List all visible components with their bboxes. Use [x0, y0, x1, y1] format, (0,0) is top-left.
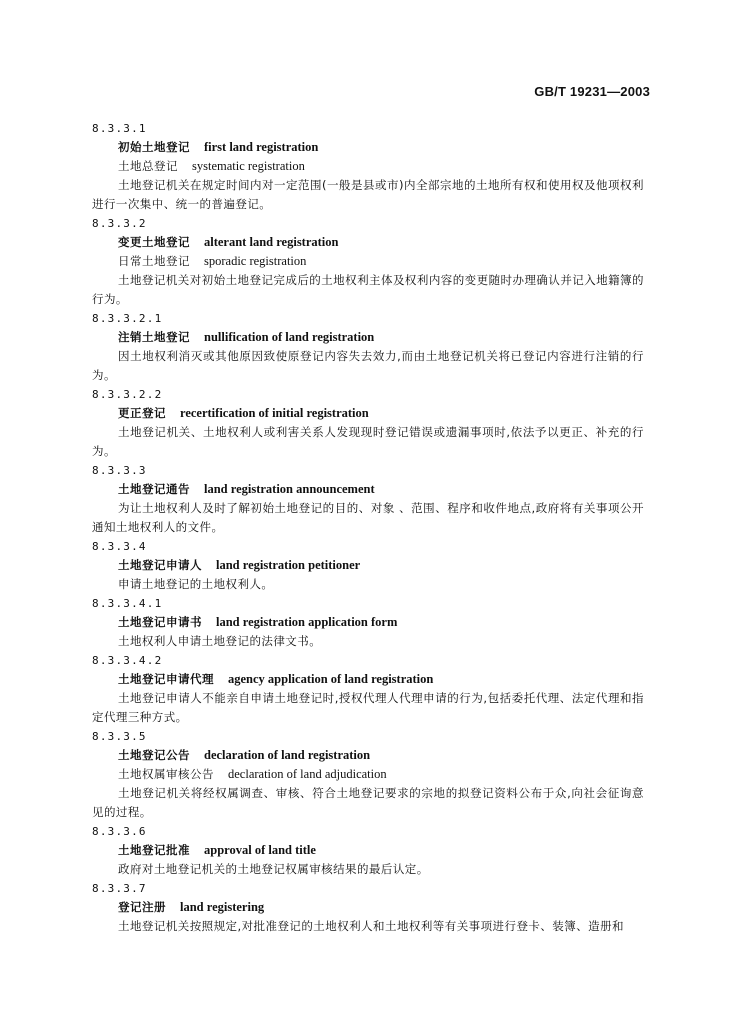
term-entry [92, 594, 644, 651]
term-chinese: 登记注册 [118, 900, 166, 914]
term-line [92, 404, 644, 423]
synonym-english: declaration of land adjudication [228, 767, 387, 781]
term-entry [92, 879, 644, 936]
term-english: agency application of land registration [228, 672, 434, 686]
term-entry [92, 651, 644, 727]
term-entry [92, 385, 644, 461]
clause-number: 8.3.3.4.2 [92, 654, 163, 667]
term-definition: 政府对土地登记机关的土地登记权属审核结果的最后认定。 [118, 862, 429, 876]
synonym-chinese: 日常土地登记 [118, 254, 190, 268]
synonym-english: sporadic registration [204, 254, 307, 268]
term-line [92, 328, 644, 347]
clause-number: 8.3.3.7 [92, 882, 147, 895]
term-chinese: 土地登记通告 [118, 482, 190, 496]
standard-number-header: GB/T 19231—2003 [534, 84, 650, 99]
term-definition: 土地登记机关对初始土地登记完成后的土地权利主体及权利内容的变更随时办理确认并记入地籍簿的行为。 [92, 273, 644, 306]
term-english: alterant land registration [204, 235, 339, 249]
term-entry [92, 214, 644, 309]
term-definition: 申请土地登记的土地权利人。 [118, 577, 274, 591]
clause-number: 8.3.3.6 [92, 825, 147, 838]
term-line [92, 480, 644, 499]
synonym-english: systematic registration [192, 159, 305, 173]
clause-number: 8.3.3.4 [92, 540, 147, 553]
term-entry [92, 822, 644, 879]
term-definition: 土地登记申请人不能亲自申请土地登记时,授权代理人代理申请的行为,包括委托代理、法定代理和指定代理三种方式。 [92, 691, 644, 724]
term-english: land registration petitioner [216, 558, 361, 572]
clause-number: 8.3.3.5 [92, 730, 147, 743]
term-entry [92, 309, 644, 385]
term-line [92, 613, 644, 632]
term-definition: 土地登记机关、土地权利人或利害关系人发现现时登记错误或遗漏事项时,依法予以更正、补充的行为。 [92, 425, 644, 458]
clause-number: 8.3.3.1 [92, 122, 147, 135]
term-chinese: 土地登记申请代理 [118, 672, 214, 686]
term-entry [92, 727, 644, 822]
term-line [92, 746, 644, 765]
term-chinese: 土地登记公告 [118, 748, 190, 762]
term-chinese: 变更土地登记 [118, 235, 190, 249]
term-definition: 土地权利人申请土地登记的法律文书。 [118, 634, 322, 648]
synonym-line [92, 252, 644, 271]
synonym-chinese: 土地总登记 [118, 159, 178, 173]
clause-number: 8.3.3.2.2 [92, 388, 163, 401]
synonym-chinese: 土地权属审核公告 [118, 767, 214, 781]
term-line [92, 670, 644, 689]
term-entry [92, 537, 644, 594]
term-chinese: 初始土地登记 [118, 140, 190, 154]
term-definition: 土地登记机关将经权属调查、审核、符合土地登记要求的宗地的拟登记资料公布于众,向社会征询意见的过程。 [92, 786, 644, 819]
clause-number: 8.3.3.4.1 [92, 597, 163, 610]
term-line [92, 138, 644, 157]
clause-number: 8.3.3.2.1 [92, 312, 163, 325]
term-definition: 土地登记机关按照规定,对批准登记的土地权利人和土地权利等有关事项进行登卡、装簿、造册和 [118, 919, 625, 933]
synonym-line [92, 157, 644, 176]
term-definition: 因土地权利消灭或其他原因致使原登记内容失去效力,而由土地登记机关将已登记内容进行注销的行为。 [92, 349, 644, 382]
document-body [92, 119, 644, 936]
term-english: approval of land title [204, 843, 316, 857]
term-line [92, 233, 644, 252]
term-chinese: 土地登记申请人 [118, 558, 202, 572]
term-line [92, 556, 644, 575]
term-definition: 土地登记机关在规定时间内对一定范围(一般是县或市)内全部宗地的土地所有权和使用权及他项权利进行一次集中、统一的普遍登记。 [92, 178, 644, 211]
term-english: nullification of land registration [204, 330, 375, 344]
term-english: land registration application form [216, 615, 398, 629]
term-definition: 为让土地权利人及时了解初始土地登记的目的、对象 、范围、程序和收件地点,政府将有关事项公开通知土地权利人的文件。 [92, 501, 644, 534]
clause-number: 8.3.3.3 [92, 464, 147, 477]
term-english: declaration of land registration [204, 748, 371, 762]
term-line [92, 841, 644, 860]
term-english: first land registration [204, 140, 319, 154]
term-line [92, 898, 644, 917]
term-entry [92, 119, 644, 214]
clause-number: 8.3.3.2 [92, 217, 147, 230]
term-entry [92, 461, 644, 537]
term-english: recertification of initial registration [180, 406, 369, 420]
term-chinese: 土地登记批准 [118, 843, 190, 857]
term-chinese: 注销土地登记 [118, 330, 190, 344]
term-chinese: 土地登记申请书 [118, 615, 202, 629]
term-chinese: 更正登记 [118, 406, 166, 420]
term-english: land registering [180, 900, 265, 914]
term-english: land registration announcement [204, 482, 375, 496]
synonym-line [92, 765, 644, 784]
